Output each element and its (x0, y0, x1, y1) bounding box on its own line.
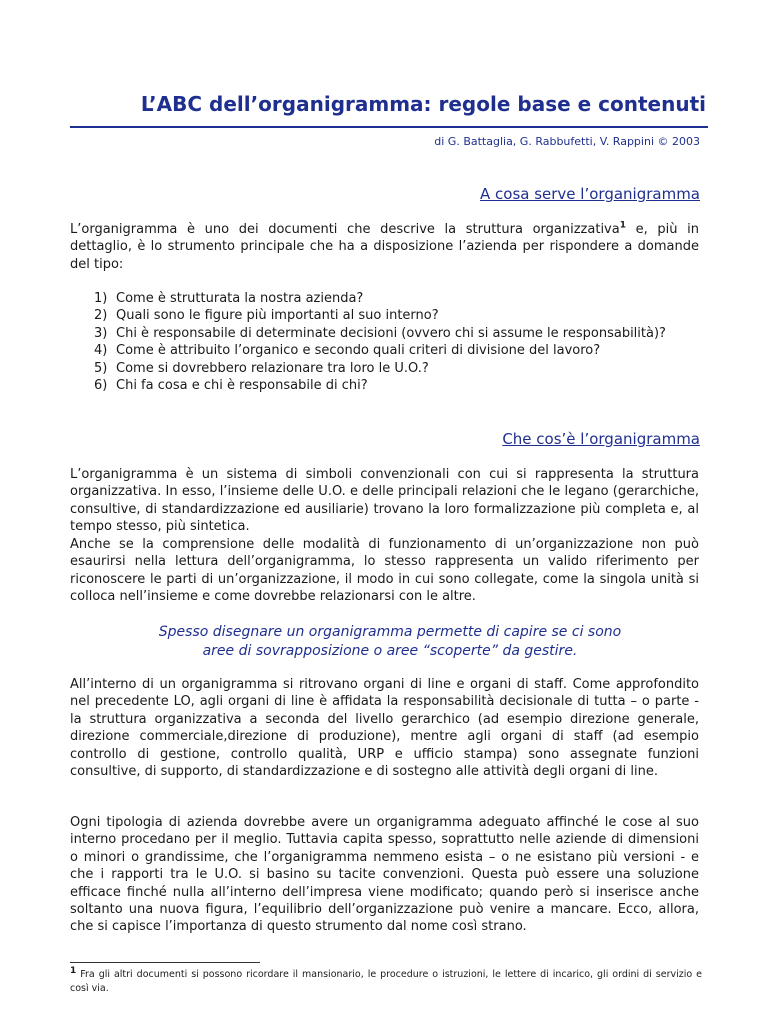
list-item-text: Chi è responsabile di determinate decisioni (ovvero chi si assume le responsabilità)? (116, 325, 666, 341)
title-underline-rule (70, 126, 708, 128)
intro-text-a: L’organigramma è uno dei documenti che descrive la struttura organizzativa (70, 222, 620, 237)
callout-line-1: Spesso disegnare un organigramma permette di capire se ci sono (158, 624, 622, 640)
list-item (70, 342, 699, 359)
intro-paragraph (70, 221, 699, 273)
authors-line: di G. Battaglia, G. Rabbufetti, V. Rappini © 2003 (434, 135, 700, 148)
list-item-number: 2) (94, 308, 108, 324)
footnote-text: Fra gli altri documenti si possono ricordare il mansionario, le procedure o istruzioni, le lettere di incarico, gli ordini di servizio e così via. (70, 969, 702, 994)
questions-list (70, 290, 699, 394)
footnote-reference: 1 (619, 220, 626, 231)
list-item-number: 1) (94, 291, 108, 306)
list-item-number: 6) (94, 378, 108, 394)
list-item (70, 360, 699, 377)
list-item-text: Come è attribuito l’organico e secondo quali criteri di divisione del lavoro? (116, 343, 601, 359)
list-item (70, 377, 699, 394)
list-item-number: 5) (94, 360, 108, 376)
list-item-number: 4) (94, 343, 108, 359)
comprehension-paragraph: Anche se la comprensione delle modalità di funzionamento di un’organizzazione non può esaurirsi nella lettura dell’organigramma, lo stesso rappresenta un valido riferimento per riconoscere le parti di un’organizzazione, il modo in cui sono collegate, come la singola unità si colloca nell’insieme e come dovrebbe relazionarsi con le altre. (70, 537, 699, 605)
section-heading-che-cose: Che cos’è l’organigramma (502, 430, 700, 448)
list-item (70, 325, 699, 342)
document-title: L’ABC dell’organigramma: regole base e contenuti (140, 92, 706, 116)
list-item-text: Chi fa cosa e chi è responsabile di chi? (116, 378, 368, 394)
list-item (70, 290, 699, 307)
list-item-text: Come è strutturata la nostra azienda? (116, 291, 364, 306)
list-item-text: Come si dovrebbero relazionare tra loro le U.O.? (116, 360, 429, 376)
line-staff-paragraph: All’interno di un organigramma si ritrovano organi di line e organi di staff. Come approfondito nel precedente LO, agli organi di line è affidata la responsabilità decisionale di tutta – o parte - la struttura organizzativa a seconda del livello gerarchico (ad esempio direzione generale, direzione commerciale,direzione di produzione), mentre agli organi di staff (ad esempio controllo di gestione, controllo qualità, URP e ufficio stampa) sono assegnate funzioni consultive, di supporto, di standardizzazione e di sostegno alle attività degli organi di line. (70, 677, 699, 780)
highlight-callout (70, 623, 710, 661)
typology-paragraph: Ogni tipologia di azienda dovrebbe avere un organigramma adeguato affinché le cose al suo interno procedano per il meglio. Tuttavia capita spesso, soprattutto nelle aziende di dimensioni o minori o grandissime, che l’organigramma nemmeno esista – o ne esistano più versioni - e che i rapporti tra le U.O. si basino su tacite convenzioni. Questa può essere una soluzione efficace finché nulla all’interno dell’impresa viene modificato; quando però si inserisce anche soltanto una nuova figura, l’equilibrio dell’organizzazione può venire a mancare. Ecco, allora, che si capisce l’importanza di questo strumento dal nome così strano. (70, 815, 699, 935)
footnote (70, 965, 702, 996)
callout-line-2: aree di sovrapposizione o aree “scoperte” da gestire. (202, 643, 578, 659)
footnote-separator (70, 962, 260, 963)
intro-text-b: e, più in dettaglio, è lo strumento principale che ha a disposizione l’azienda per rispondere a domande del tipo: (70, 222, 699, 272)
section-heading-a-cosa-serve: A cosa serve l’organigramma (479, 185, 700, 203)
list-item-text: Quali sono le figure più importanti al suo interno? (116, 308, 439, 324)
list-item-number: 3) (94, 325, 108, 341)
list-item (70, 307, 699, 324)
footnote-mark: 1 (70, 965, 77, 976)
definition-paragraph: L’organigramma è un sistema di simboli convenzionali con cui si rappresenta la struttura organizzativa. In esso, l’insieme delle U.O. e delle principali relazioni che le legano (gerarchiche, consultive, di standardizzazione ed ausiliarie) trovano la loro formalizzazione più completa e, al tempo stesso, più sintetica. (70, 467, 699, 535)
